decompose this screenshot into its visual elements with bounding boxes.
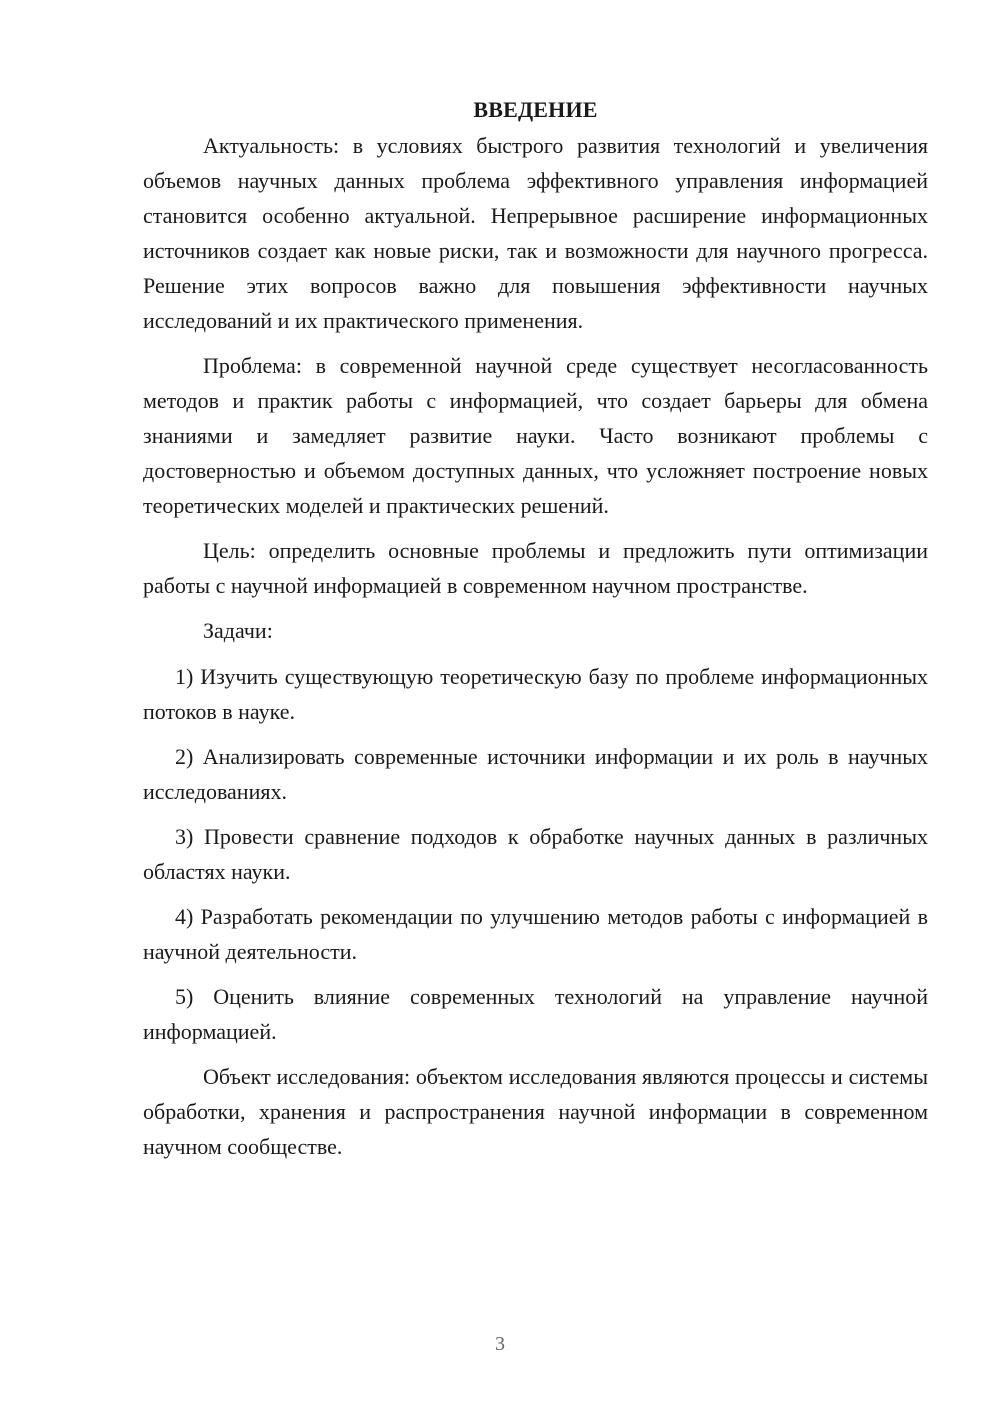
object-paragraph: Объект исследования: объектом исследования являются процессы и системы обработки, хранения и распространения научной информации в современном научном сообществе.	[143, 1064, 928, 1159]
document-page	[143, 94, 928, 1174]
task-item-4: 4) Разработать рекомендации по улучшению методов работы с информацией в научной деятельности.	[143, 904, 928, 964]
page-number: 3	[495, 1333, 505, 1355]
task-item-3: 3) Провести сравнение подходов к обработке научных данных в различных областях науки.	[143, 824, 928, 884]
task-item-1: 1) Изучить существующую теоретическую базу по проблеме информационных потоков в науке.	[143, 664, 928, 724]
problem-paragraph: Проблема: в современной научной среде существует несогласованность методов и практик работы с информацией, что создает барьеры для обмена знаниями и замедляет развитие науки. Часто возникают проблемы с достоверностью и объемом доступных данных, что усложняет построение новых теоретических моделей и практических решений.	[143, 353, 928, 518]
relevance-paragraph: Актуальность: в условиях быстрого развития технологий и увеличения объемов научных данных проблема эффективного управления информацией становится особенно актуальной. Непрерывное расширение информационных источников создает как новые риски, так и возможности для научного прогресса. Решение этих вопросов важно для повышения эффективности научных исследований и их практического применения.	[143, 133, 928, 333]
task-item-5: 5) Оценить влияние современных технологий на управление научной информацией.	[143, 984, 928, 1044]
section-title: ВВЕДЕНИЕ	[473, 97, 598, 122]
task-item-2: 2) Анализировать современные источники информации и их роль в научных исследованиях.	[143, 744, 928, 804]
tasks-heading: Задачи:	[203, 618, 273, 643]
goal-paragraph: Цель: определить основные проблемы и предложить пути оптимизации работы с научной информацией в современном научном пространстве.	[143, 538, 928, 598]
